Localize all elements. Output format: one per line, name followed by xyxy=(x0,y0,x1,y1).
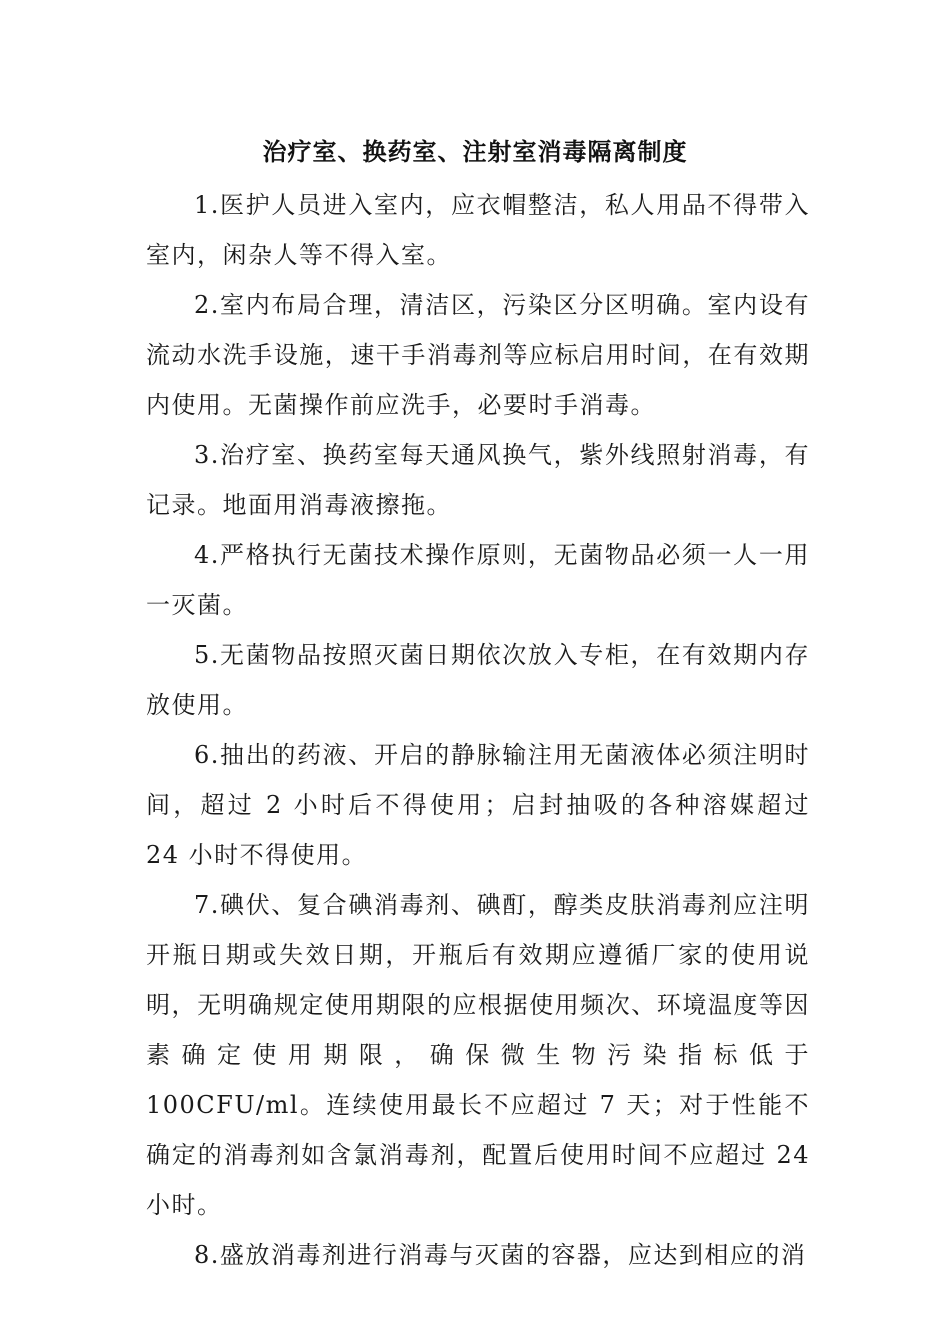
paragraph-1: 1.医护人员进入室内，应衣帽整洁，私人用品不得带入室内，闲杂人等不得入室。 xyxy=(146,191,810,269)
document-body xyxy=(146,180,810,1280)
paragraph-4: 4.严格执行无菌技术操作原则，无菌物品必须一人一用一灭菌。 xyxy=(146,541,810,619)
paragraph-7: 7.碘伏、复合碘消毒剂、碘酊，醇类皮肤消毒剂应注明开瓶日期或失效日期，开瓶后有效期应遵循厂家的使用说明，无明确规定使用期限的应根据使用频次、环境温度等因素确定使用期限，确保微生物污染指标低于 100CFU/ml。连续使用最长不应超过 7 天；对于性能不确定的消毒剂如含氯消毒剂，配置后使用时间不应超过 24 小时。 xyxy=(146,891,810,1219)
paragraph-6: 6.抽出的药液、开启的静脉输注用无菌液体必须注明时间，超过 2 小时后不得使用；启封抽吸的各种溶媒超过 24 小时不得使用。 xyxy=(146,741,810,869)
paragraph-3: 3.治疗室、换药室每天通风换气，紫外线照射消毒，有记录。地面用消毒液擦拖。 xyxy=(146,441,810,519)
paragraph-8: 8.盛放消毒剂进行消毒与灭菌的容器，应达到相应的消 xyxy=(194,1241,807,1269)
paragraph-5: 5.无菌物品按照灭菌日期依次放入专柜，在有效期内存放使用。 xyxy=(146,641,810,719)
paragraph-2: 2.室内布局合理，清洁区，污染区分区明确。室内设有流动水洗手设施，速干手消毒剂等应标启用时间，在有效期内使用。无菌操作前应洗手，必要时手消毒。 xyxy=(146,291,810,419)
document-title: 治疗室、换药室、注射室消毒隔离制度 xyxy=(262,137,688,166)
